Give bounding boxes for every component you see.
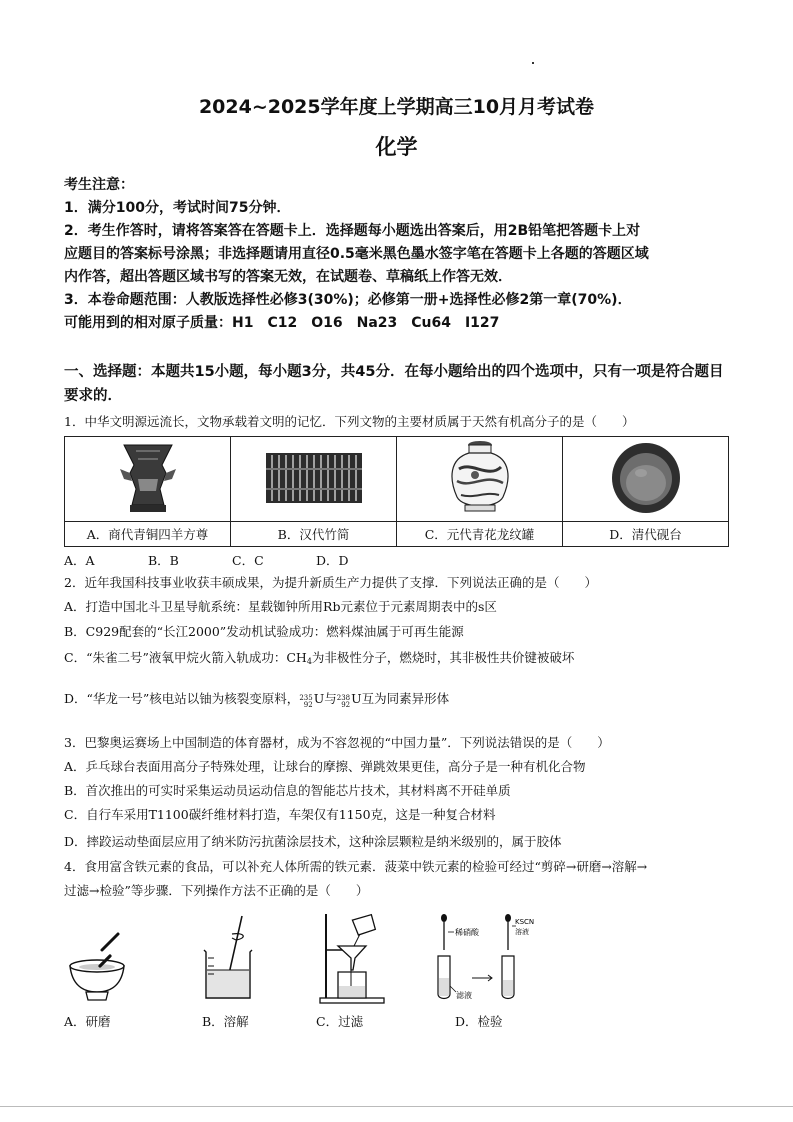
q3-option-d: D．摔跤运动垫面层应用了纳米防污抗菌涂层技术，这种涂层颗粒是纳米级别的，属于胶体 xyxy=(64,834,562,849)
filtration-setup-image xyxy=(316,910,388,1006)
q1-option-a[interactable]: A．A xyxy=(64,553,95,568)
page-bottom-rule xyxy=(0,1106,793,1107)
note-line: 2．考生作答时，请将答案答在答题卡上．选择题每小题选出答案后，用2B铅笔把答题卡上对 xyxy=(64,223,641,239)
note-line: 应题目的答案标号涂黑；非选择题请用直径0.5毫米黑色墨水签字笔在答题卡上各题的答题区域 xyxy=(64,246,649,262)
filtrate-label: 滤液 xyxy=(456,991,472,1000)
q1-cell-b xyxy=(231,437,397,522)
q2-option-d xyxy=(64,690,734,709)
u238-atomic-number: 92 xyxy=(341,701,351,709)
q4-label-c: C．过滤 xyxy=(316,1014,364,1029)
q3-option-c: C．自行车采用T1100碳纤维材料打造，车架仅有1150克，这是一种复合材料 xyxy=(64,807,496,822)
q4-label-b: B．溶解 xyxy=(202,1014,249,1029)
notes-heading: 考生注意： xyxy=(64,177,134,193)
u238-mass-number: 238 xyxy=(336,694,351,702)
q2-option-b: B．C929配套的“长江2000”发动机试验成功：燃料煤油属于可再生能源 xyxy=(64,624,464,639)
dilute-nitric-acid-label: 稀硝酸 xyxy=(455,928,479,937)
bronze-zun-image xyxy=(108,439,188,517)
q4-stem-line2: 过滤→检验”等步骤．下列操作方法不正确的是（ ） xyxy=(64,883,369,898)
u235-isotope-notation xyxy=(299,695,312,709)
q1-option-b[interactable]: B．B xyxy=(148,553,179,568)
q1-caption-d: D．清代砚台 xyxy=(563,522,729,547)
exam-notes xyxy=(64,174,734,335)
q2-option-a: A．打造中国北斗卫星导航系统：星载铷钟所用Rb元素位于元素周期表中的s区 xyxy=(64,599,497,614)
q1-option-d[interactable]: D．D xyxy=(316,553,349,568)
note-line: 内作答，超出答题区域书写的答案无效，在试题卷、草稿纸上作答无效． xyxy=(64,269,512,285)
q2-stem: 2．近年我国科技事业收获丰硕成果，为提升新质生产力提供了支撑．下列说法正确的是（ ） xyxy=(64,575,597,590)
q1-option-c[interactable]: C．C xyxy=(232,553,264,568)
u235-atomic-number: 92 xyxy=(303,701,313,709)
subject-title: 化学 xyxy=(375,135,418,159)
kscn-label: KSCN xyxy=(515,918,535,926)
q1-cell-a xyxy=(65,437,231,522)
blue-white-jar-image xyxy=(445,439,515,517)
q4-label-d: D．检验 xyxy=(455,1014,503,1029)
note-line: 1．满分100分，考试时间75分钟． xyxy=(64,200,291,216)
q1-cell-c xyxy=(397,437,563,522)
exam-title: 2024~2025学年度上学期高三10月月考试卷 xyxy=(198,96,595,118)
mortar-pestle-image xyxy=(66,910,128,1006)
q1-stem: 1．中华文明源远流长，文物承载着文明的记忆．下列文物的主要材质属于天然有机高分子的是（ ） xyxy=(64,414,635,429)
q2-d-pre: D．“华龙一号”核电站以铀为核裂变原料， xyxy=(64,691,300,706)
u238-isotope-notation xyxy=(337,695,350,709)
q4-stem-line1: 4．食用富含铁元素的食品，可以补充人体所需的铁元素．菠菜中铁元素的检验可经过“剪碎→研磨→溶解→ xyxy=(64,859,648,874)
beaker-stirring-image xyxy=(196,910,260,1006)
q2-c-pre: C．“朱雀二号”液氧甲烷火箭入轨成功：CH xyxy=(64,650,307,665)
q2-c-subscript: 4 xyxy=(306,657,312,666)
q1-options xyxy=(64,551,349,569)
kscn-solution-label: 溶液 xyxy=(515,928,529,936)
note-line: 3．本卷命题范围：人教版选择性必修3(30%)；必修第一册+选择性必修2第一章(70%)． xyxy=(64,292,632,308)
q1-caption-a: A．商代青铜四羊方尊 xyxy=(65,522,231,547)
q1-cell-d xyxy=(563,437,729,522)
q3-stem: 3．巴黎奥运赛场上中国制造的体育器材，成为不容忽视的“中国力量”．下列说法错误的是（ ） xyxy=(64,735,610,750)
q3-option-a: A．乒乓球台表面用高分子特殊处理，让球台的摩擦、弹跳效果更佳，高分子是一种有机化合物 xyxy=(64,759,586,774)
u235-mass-number: 235 xyxy=(299,694,313,702)
q2-d-post: U互为同素异形体 xyxy=(351,691,450,706)
q1-artifact-table xyxy=(64,436,729,547)
q2-d-u1: U与 xyxy=(313,691,337,706)
atomic-mass-line: 可能用到的相对原子质量：H1 C12 O16 Na23 Cu64 I127 xyxy=(64,315,500,331)
bamboo-slips-image xyxy=(266,453,362,503)
q2-option-c xyxy=(64,649,734,671)
q4-label-a: A．研磨 xyxy=(64,1014,111,1029)
q1-caption-c: C．元代青花龙纹罐 xyxy=(397,522,563,547)
speck xyxy=(532,62,534,64)
q1-caption-b: B．汉代竹简 xyxy=(231,522,397,547)
q3-option-b: B．首次推出的可实时采集运动员运动信息的智能芯片技术，其材料离不开硅单质 xyxy=(64,783,511,798)
iron-detection-image xyxy=(436,910,536,1006)
inkstone-image xyxy=(607,439,685,517)
section-heading: 一、选择题：本题共15小题，每小题3分，共45分．在每小题给出的四个选项中，只有一项是符合题目要求的． xyxy=(64,364,724,404)
q2-c-post: 为非极性分子，燃烧时，其非极性共价键被破坏 xyxy=(311,650,575,665)
